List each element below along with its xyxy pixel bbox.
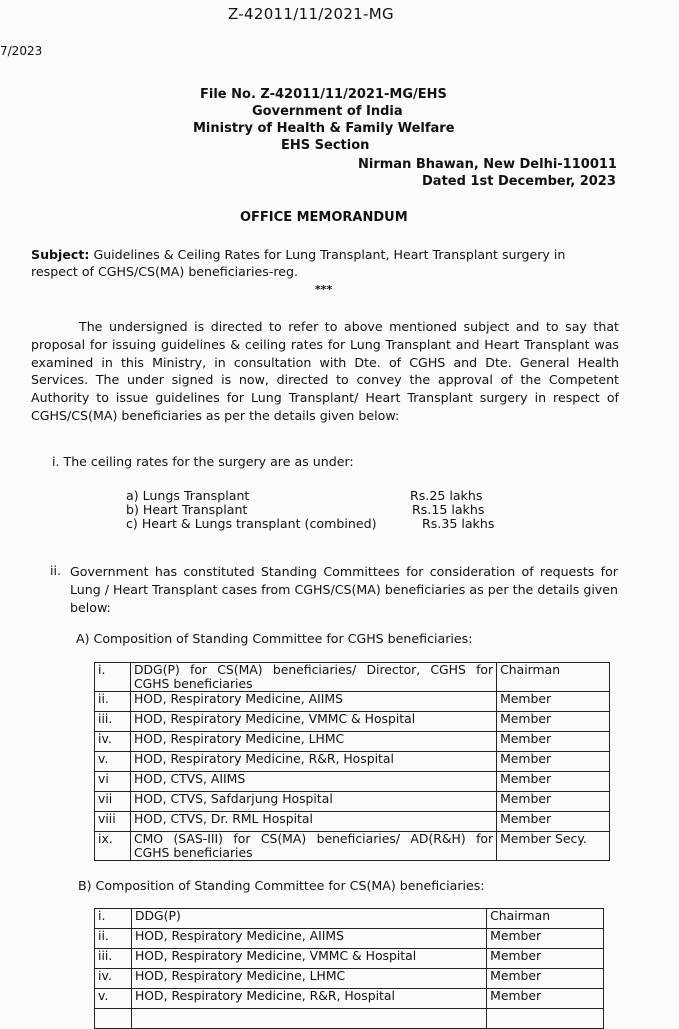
point-ii-text: Government has constituted Standing Committees for consideration of requests for Lung / Heart Transplant cases from CGHS/CS(MA) beneficiaries as per the details given below:	[70, 564, 618, 615]
table-row	[95, 989, 604, 1009]
separator-stars: ***	[315, 283, 333, 296]
member-name: HOD, Respiratory Medicine, VMMC & Hospital	[130, 712, 496, 732]
member-name: HOD, CTVS, Safdarjung Hospital	[130, 792, 496, 812]
ministry-name: Ministry of Health & Family Welfare	[193, 121, 455, 136]
member-name: HOD, Respiratory Medicine, LHMC	[131, 969, 486, 989]
member-name: DDG(P) for CS(MA) beneficiaries/ Director, CGHS for CGHS beneficiaries	[130, 663, 496, 692]
point-ii-marker: ii.	[50, 563, 62, 578]
table-row	[95, 909, 604, 929]
row-number: iii.	[95, 712, 131, 732]
row-number: vi	[95, 772, 131, 792]
member-role: Member	[487, 989, 604, 1009]
committee-a-table	[94, 662, 610, 861]
rate-label-a: a) Lungs Transplant	[126, 488, 250, 503]
member-name: HOD, Respiratory Medicine, LHMC	[130, 732, 496, 752]
side-date-fragment: 7/2023	[0, 44, 43, 58]
member-name	[131, 1009, 486, 1029]
member-role: Member	[497, 732, 610, 752]
row-number: v.	[95, 752, 131, 772]
table-row	[95, 752, 610, 772]
member-role: Member	[497, 712, 610, 732]
table-row	[95, 772, 610, 792]
row-number	[95, 1009, 132, 1029]
member-role: Chairman	[497, 663, 610, 692]
memo-title: OFFICE MEMORANDUM	[240, 210, 408, 225]
member-role: Member	[497, 772, 610, 792]
committee-b-heading: B) Composition of Standing Committee for CS(MA) beneficiaries:	[78, 878, 485, 893]
dated-line: Dated 1st December, 2023	[422, 174, 616, 189]
committee-a-heading: A) Composition of Standing Committee for CGHS beneficiaries:	[76, 631, 473, 646]
document-reference-number: Z-42011/11/2021-MG	[228, 5, 394, 23]
file-number: File No. Z-42011/11/2021-MG/EHS	[200, 87, 447, 102]
member-role: Member	[497, 692, 610, 712]
subject-line-1	[31, 247, 565, 262]
member-name: HOD, Respiratory Medicine, R&R, Hospital	[131, 989, 486, 1009]
member-name: HOD, Respiratory Medicine, R&R, Hospital	[130, 752, 496, 772]
member-name: DDG(P)	[131, 909, 486, 929]
row-number: iii.	[95, 949, 132, 969]
rate-label-c: c) Heart & Lungs transplant (combined)	[126, 516, 377, 531]
rate-label-b: b) Heart Transplant	[126, 502, 248, 517]
table-row	[95, 929, 604, 949]
rate-amount-a: Rs.25 lakhs	[410, 488, 483, 503]
member-role: Member	[487, 969, 604, 989]
member-role: Member	[497, 792, 610, 812]
member-name: HOD, Respiratory Medicine, AIIMS	[131, 929, 486, 949]
row-number: i.	[95, 909, 132, 929]
row-number: viii	[95, 812, 131, 832]
government-name: Government of India	[252, 104, 403, 119]
subject-label: Subject:	[31, 247, 90, 262]
row-number: ii.	[95, 692, 131, 712]
table-row	[95, 692, 610, 712]
member-role: Member	[497, 752, 610, 772]
member-role	[487, 1009, 604, 1029]
point-i-heading: i. The ceiling rates for the surgery are as under:	[52, 454, 354, 469]
row-number: iv.	[95, 732, 131, 752]
member-role: Chairman	[487, 909, 604, 929]
member-role: Member	[487, 929, 604, 949]
table-row	[95, 949, 604, 969]
rate-amount-b: Rs.15 lakhs	[412, 502, 485, 517]
table-row	[95, 969, 604, 989]
subject-text: Guidelines & Ceiling Rates for Lung Transplant, Heart Transplant surgery in	[89, 247, 566, 262]
row-number: ix.	[95, 832, 131, 861]
member-name: HOD, Respiratory Medicine, AIIMS	[130, 692, 496, 712]
row-number: ii.	[95, 929, 132, 949]
table-row	[95, 832, 610, 861]
member-name: CMO (SAS-III) for CS(MA) beneficiaries/ AD(R&H) for CGHS beneficiaries	[130, 832, 496, 861]
committee-b-table	[94, 908, 604, 1029]
member-role: Member	[497, 812, 610, 832]
member-role: Member	[487, 949, 604, 969]
table-row	[95, 792, 610, 812]
table-row	[95, 732, 610, 752]
member-name: HOD, CTVS, Dr. RML Hospital	[130, 812, 496, 832]
table-row	[95, 812, 610, 832]
member-name: HOD, CTVS, AIIMS	[130, 772, 496, 792]
member-name: HOD, Respiratory Medicine, VMMC & Hospital	[131, 949, 486, 969]
row-number: i.	[95, 663, 131, 692]
row-number: vii	[95, 792, 131, 812]
table-row	[95, 663, 610, 692]
row-number: v.	[95, 989, 132, 1009]
row-number: iv.	[95, 969, 132, 989]
section-name: EHS Section	[281, 138, 370, 153]
member-role: Member Secy.	[497, 832, 610, 861]
body-paragraph: The undersigned is directed to refer to above mentioned subject and to say that proposal for issuing guidelines & ceiling rates for Lung Transplant and Heart Transplant was examined in this Ministry, in consultation with Dte. of CGHS and Dte. General Health Services. The under signed is now, directed to convey the approval of the Competent Authority to issue guidelines for Lung Transplant/ Heart Transplant surgery in respect of CGHS/CS(MA) beneficiaries as per the details given below:	[31, 319, 619, 423]
rate-amount-c: Rs.35 lakhs	[422, 516, 495, 531]
subject-line-2: respect of CGHS/CS(MA) beneficiaries-reg.	[31, 264, 299, 279]
table-row	[95, 1009, 604, 1029]
table-row	[95, 712, 610, 732]
address: Nirman Bhawan, New Delhi-110011	[358, 157, 617, 172]
